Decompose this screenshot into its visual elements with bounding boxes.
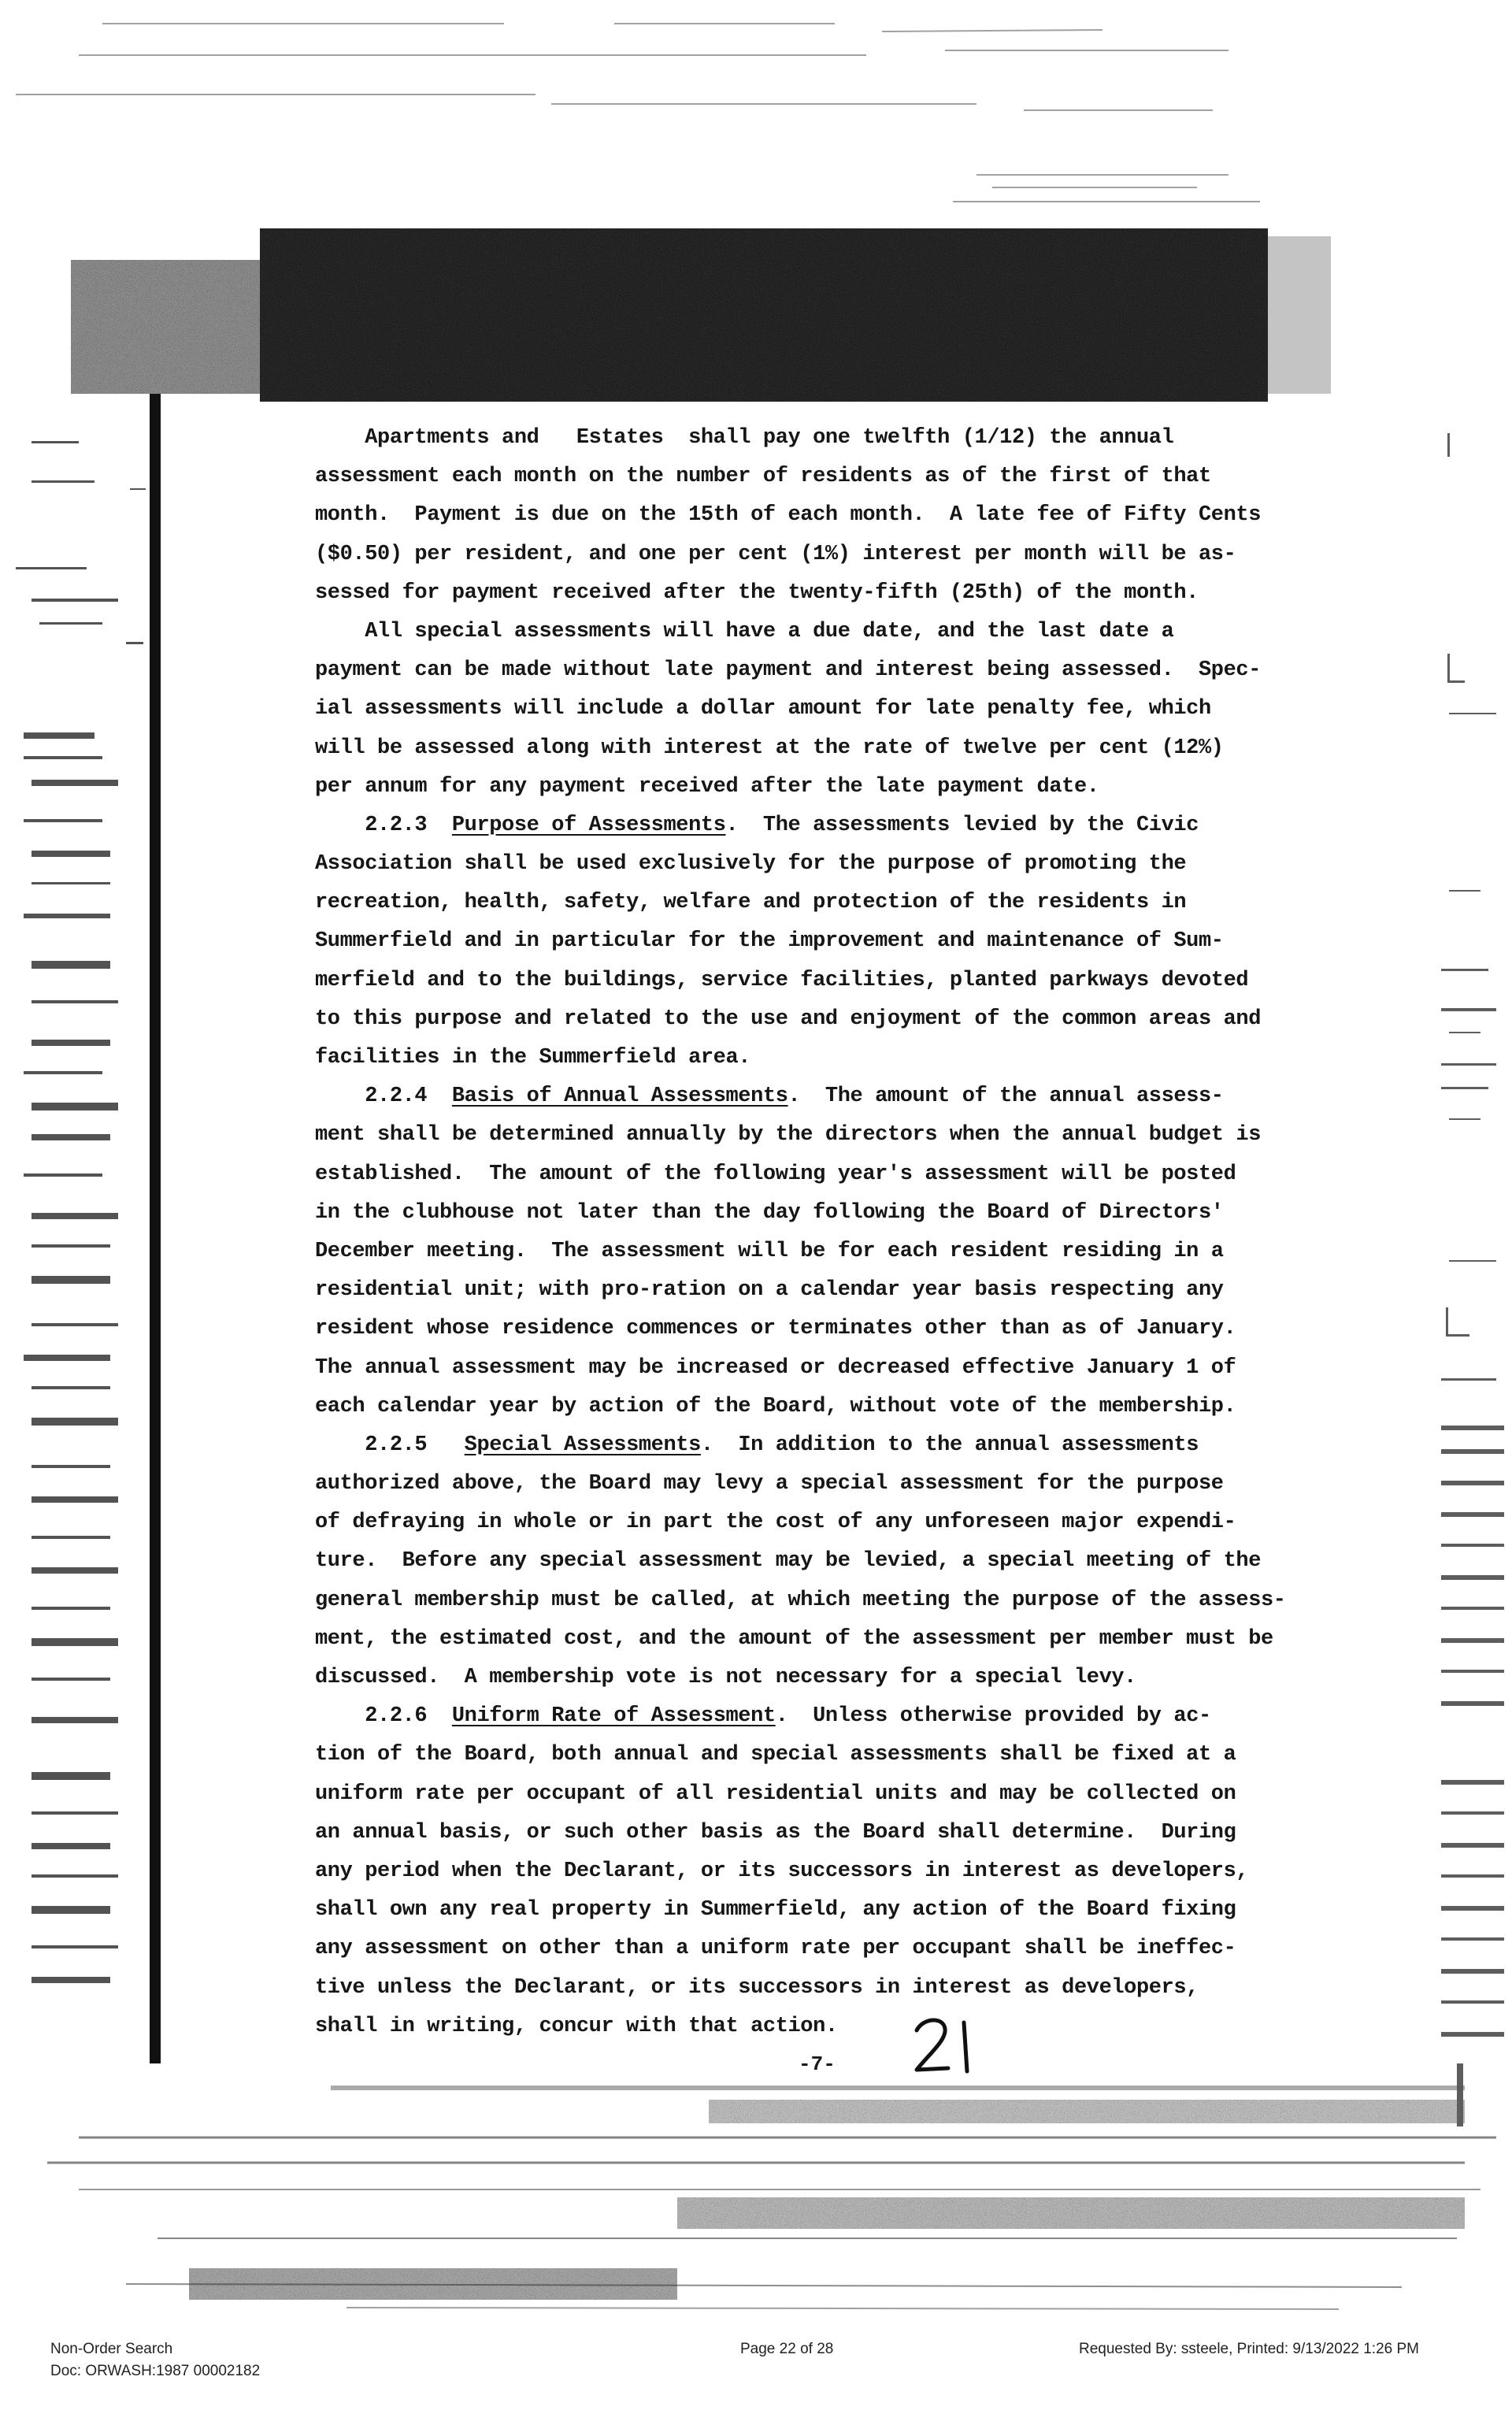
text-line — [315, 768, 1339, 806]
text-line — [315, 729, 1339, 768]
text-run: Association shall be used exclusively for the purpose of promoting the — [315, 852, 1187, 877]
text-run: of defraying in whole or in part the cost of any unforeseen major expendi- — [315, 1511, 1236, 1535]
text-run: ment shall be determined annually by the directors when the annual budget is — [315, 1123, 1262, 1148]
text-run: sessed for payment received after the twenty-fifth (25th) of the month. — [315, 580, 1199, 605]
text-run: will be assessed along with interest at the rate of twelve per cent (12%) — [315, 736, 1224, 760]
text-run: assessment each month on the number of residents as of the first of that — [315, 465, 1211, 489]
text-line — [315, 690, 1339, 729]
text-line — [315, 1697, 1339, 1736]
text-run: . The amount of the annual assess- — [788, 1084, 1224, 1109]
text-line — [315, 1039, 1339, 1077]
document-body — [315, 419, 1339, 2046]
text-run: . The assessments levied by the Civic — [725, 813, 1199, 837]
section-heading: Uniform Rate of Assessment — [451, 1704, 776, 1729]
text-line — [315, 1349, 1339, 1388]
text-line — [315, 1388, 1339, 1426]
text-run: ial assessments will include a dollar amount for late penalty fee, which — [315, 697, 1211, 721]
section-heading: Basis of Annual Assessments — [451, 1084, 788, 1109]
text-run: 2.2.4 — [315, 1084, 452, 1109]
text-run: tive unless the Declarant, or its successors in interest as developers, — [315, 1975, 1199, 2000]
text-run: merfield and to the buildings, service facilities, planted parkways devoted — [315, 968, 1249, 992]
text-run: general membership must be called, at which meeting the purpose of the assess- — [315, 1588, 1286, 1612]
text-run: any period when the Declarant, or its successors in interest as developers, — [315, 1859, 1249, 1883]
text-line — [315, 1503, 1339, 1542]
text-run: . Unless otherwise provided by ac- — [775, 1704, 1211, 1729]
text-line — [315, 1930, 1339, 1968]
right-margin-marks — [1441, 433, 1504, 2126]
text-line — [315, 1155, 1339, 1194]
footer-left — [50, 2341, 260, 2380]
footer-search-type: Non-Order Search — [50, 2341, 173, 2357]
text-line — [315, 962, 1339, 1000]
text-run: recreation, health, safety, welfare and protection of the residents in — [315, 891, 1187, 915]
text-line — [315, 845, 1339, 884]
text-line — [315, 419, 1339, 458]
text-line — [315, 1581, 1339, 1620]
text-line — [315, 1814, 1339, 1852]
text-line — [315, 1465, 1339, 1503]
text-line — [315, 574, 1339, 613]
text-run: resident whose residence commences or terminates other than as of January. — [315, 1317, 1236, 1341]
text-run: each calendar year by action of the Board, without vote of the membership. — [315, 1394, 1236, 1418]
text-line — [315, 536, 1339, 574]
section-heading: Special Assessments — [464, 1433, 701, 1457]
footer-page-count: Page 22 of 28 — [740, 2341, 834, 2357]
text-run: tion of the Board, both annual and special assessments shall be fixed at a — [315, 1743, 1236, 1767]
top-scan-lines — [16, 24, 1260, 202]
text-run: to this purpose and related to the use and enjoyment of the common areas and — [315, 1007, 1262, 1031]
text-run: Summerfield and in particular for the improvement and maintenance of Sum- — [315, 929, 1224, 954]
text-run: any assessment on other than a uniform rate per occupant shall be ineffec- — [315, 1937, 1236, 1961]
paragraph — [315, 419, 1339, 613]
text-run: 2.2.3 — [315, 813, 452, 837]
text-line — [315, 1852, 1339, 1891]
paragraph — [315, 806, 1339, 1077]
text-run: 2.2.6 — [315, 1704, 452, 1729]
text-line — [315, 1542, 1339, 1581]
bottom-scan-lines — [47, 2086, 1496, 2309]
text-line — [315, 1000, 1339, 1039]
text-run: residential unit; with pro-ration on a calendar year basis respecting any — [315, 1278, 1224, 1303]
text-run: ment, the estimated cost, and the amount of the assessment per member must be — [315, 1626, 1273, 1651]
text-line — [315, 1620, 1339, 1659]
text-run: ($0.50) per resident, and one per cent (1%) interest per month will be as- — [315, 542, 1236, 566]
text-run: 2.2.5 — [315, 1433, 465, 1457]
text-line — [315, 1891, 1339, 1930]
paragraph — [315, 1697, 1339, 2046]
text-run: an annual basis, or such other basis as the Board shall determine. During — [315, 1820, 1236, 1845]
text-line — [315, 458, 1339, 496]
text-run: facilities in the Summerfield area. — [315, 1046, 751, 1070]
text-run: uniform rate per occupant of all residential units and may be collected on — [315, 1782, 1236, 1806]
text-run: shall in writing, concur with that action. — [315, 2014, 838, 2038]
text-run: . In addition to the annual assessments — [700, 1433, 1199, 1457]
text-run: ture. Before any special assessment may be levied, a special meeting of the — [315, 1549, 1262, 1574]
text-run: payment can be made without late payment and interest being assessed. Spec- — [315, 658, 1262, 683]
footer-doc-id: Doc: ORWASH:1987 00002182 — [50, 2363, 261, 2379]
text-line — [315, 1659, 1339, 1697]
text-run: The annual assessment may be increased or decreased effective January 1 of — [315, 1355, 1236, 1380]
text-run: per annum for any payment received after the late payment date. — [315, 774, 1099, 799]
text-line — [315, 2008, 1339, 2046]
text-run: Apartments and Estates shall pay one twelfth (1/12) the annual — [315, 426, 1174, 450]
handwritten-page-number — [912, 2013, 994, 2076]
text-line — [315, 806, 1339, 845]
text-line — [315, 1775, 1339, 1814]
text-run: authorized above, the Board may levy a special assessment for the purpose — [315, 1472, 1224, 1496]
text-line — [315, 613, 1339, 651]
text-line — [315, 922, 1339, 961]
text-line — [315, 1969, 1339, 2008]
text-line — [315, 1271, 1339, 1310]
paragraph — [315, 613, 1339, 806]
text-run: All special assessments will have a due date, and the last date a — [315, 619, 1174, 643]
text-run: established. The amount of the following year's assessment will be posted — [315, 1162, 1236, 1186]
text-line — [315, 1116, 1339, 1155]
text-line — [315, 496, 1339, 535]
text-line — [315, 1310, 1339, 1348]
text-run: month. Payment is due on the 15th of each month. A late fee of Fifty Cents — [315, 503, 1262, 528]
footer-requested-by: Requested By: ssteele, Printed: 9/13/2022 1:26 PM — [1079, 2341, 1419, 2357]
paragraph — [315, 1426, 1339, 1697]
text-line — [315, 884, 1339, 922]
paragraph — [315, 1077, 1339, 1426]
text-run: December meeting. The assessment will be for each resident residing in a — [315, 1239, 1224, 1263]
page-number: -7- — [799, 2052, 836, 2076]
text-line — [315, 1194, 1339, 1233]
text-run: in the clubhouse not later than the day following the Board of Directors' — [315, 1200, 1224, 1225]
section-heading: Purpose of Assessments — [451, 813, 726, 837]
text-line — [315, 1233, 1339, 1271]
text-line — [315, 1426, 1339, 1465]
text-line — [315, 1736, 1339, 1774]
left-margin-marks — [16, 441, 146, 1983]
text-run: discussed. A membership vote is not necessary for a special levy. — [315, 1666, 1136, 1689]
text-line — [315, 1077, 1339, 1116]
text-run: shall own any real property in Summerfield, any action of the Board fixing — [315, 1898, 1236, 1922]
text-line — [315, 651, 1339, 690]
